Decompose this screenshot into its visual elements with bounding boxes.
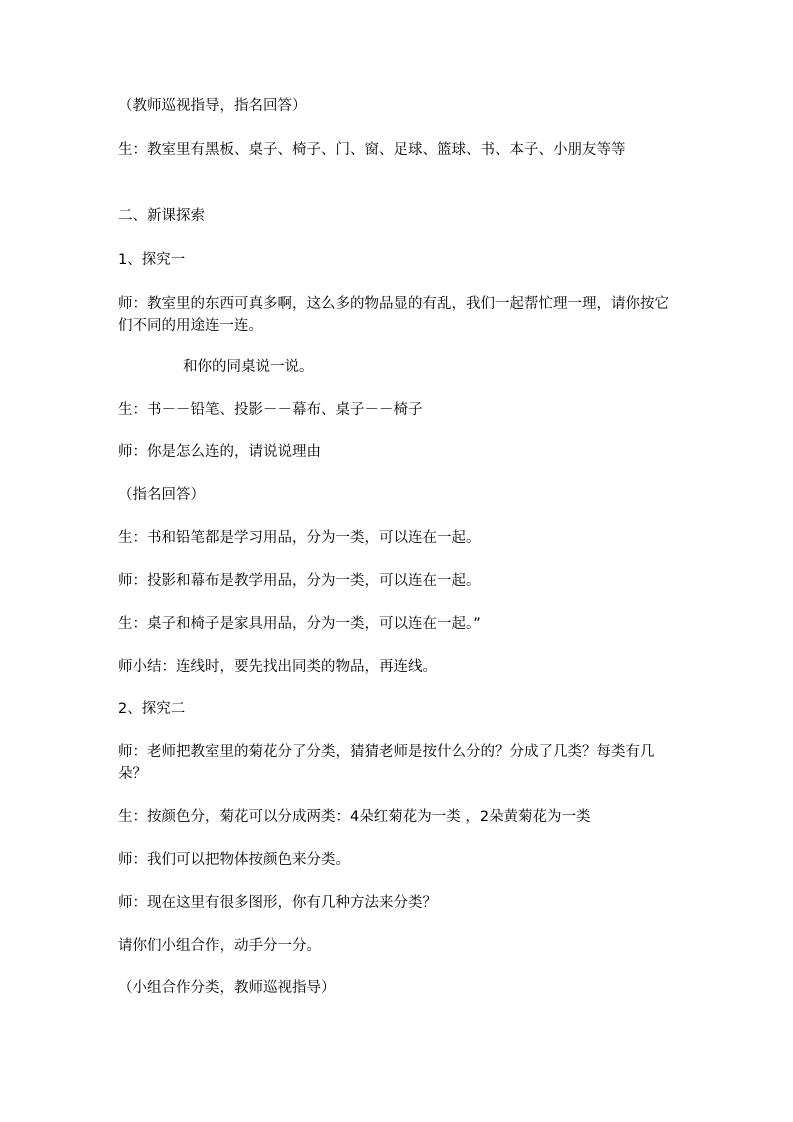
subheading-exploration-2: 2、探究二: [118, 701, 186, 717]
paragraph-student-sort-by-color: 生：按颜色分，菊花可以分成两类：4朵红菊花为一类 ，2朵黄菊花为一类: [118, 809, 591, 825]
paragraph-group-work-instruction: 请你们小组合作，动手分一分。: [118, 938, 321, 954]
paragraph-teacher-color-classification: 师：我们可以把物体按颜色来分类。: [118, 852, 350, 868]
paragraph-teacher-summary: 师小结：连线时，要先找出同类的物品，再连线。: [118, 659, 437, 675]
paragraph-teacher-connect-items: 师：教室里的东西可真多啊，这么多的物品显的有乱，我们一起帮忙理一理，请你按它们不同的用途连一连。: [118, 296, 669, 334]
paragraph-discuss-with-deskmate: 和你的同桌说一说。: [183, 359, 314, 375]
paragraph-teacher-shapes-question: 师：现在这里有很多图形，你有几种方法来分类？: [118, 895, 437, 911]
paragraph-student-connections: 生：书－－铅笔、投影－－幕布、桌子－－椅子: [118, 402, 423, 418]
paragraph-teacher-chrysanthemum-question: 师：老师把教室里的菊花分了分类，猜猜老师是按什么分的？分成了几类？每类有几朵？: [118, 744, 655, 782]
paragraph-teacher-projector-screen: 师：投影和幕布是教学用品，分为一类，可以连在一起。: [118, 573, 481, 589]
paragraph-student-book-pencil: 生：书和铅笔都是学习用品，分为一类，可以连在一起。: [118, 530, 481, 546]
paragraph-student-desk-chair: 生：桌子和椅子是家具用品，分为一类，可以连在一起。”: [118, 616, 481, 632]
paragraph-group-sorting-guidance: （小组合作分类，教师巡视指导）: [118, 980, 336, 996]
subheading-exploration-1: 1、探究一: [118, 252, 186, 268]
paragraph-call-on-student: （指名回答）: [118, 487, 205, 503]
section-heading-new-lesson: 二、新课探索: [118, 208, 205, 224]
paragraph-teacher-ask-reason: 师：你是怎么连的，请说说理由: [118, 444, 321, 460]
paragraph-teacher-guidance: （教师巡视指导，指名回答）: [118, 98, 307, 114]
paragraph-student-classroom-items: 生：教室里有黑板、桌子、椅子、门、窗、足球、篮球、书、本子、小朋友等等: [118, 142, 626, 158]
